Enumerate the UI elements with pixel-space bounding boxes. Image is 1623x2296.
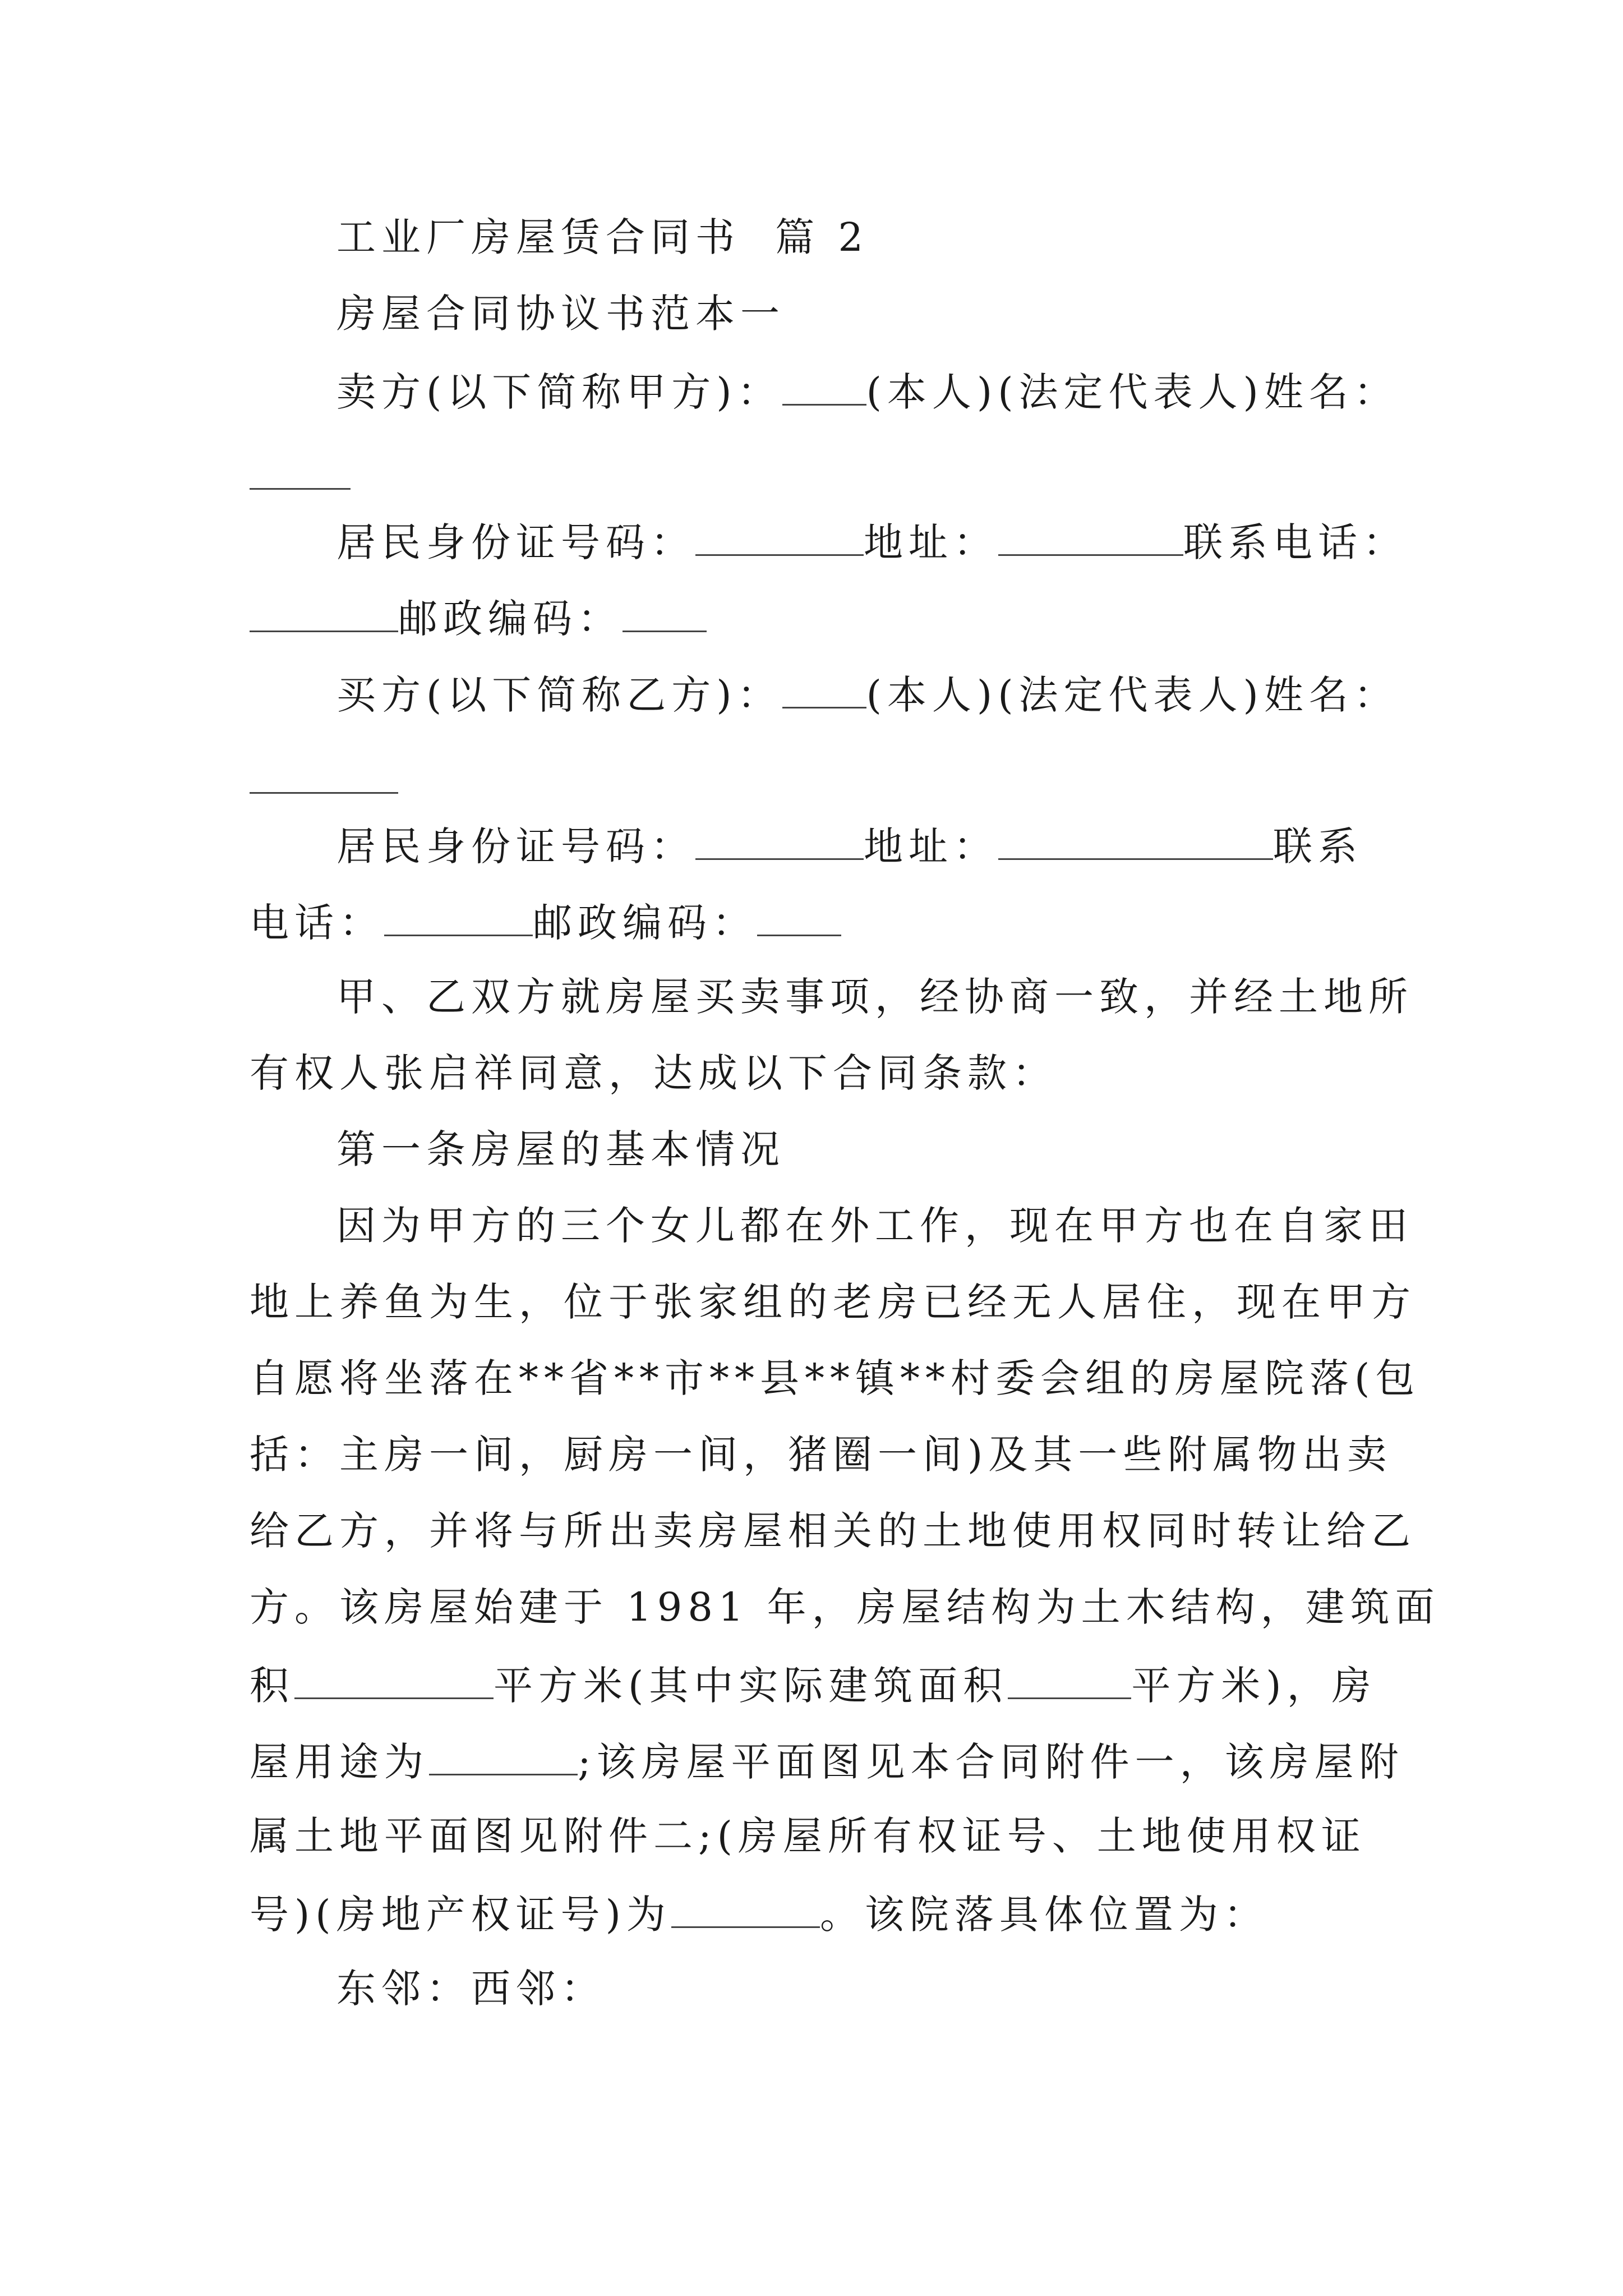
buyer-id-blank xyxy=(695,825,864,860)
article-1-line-4: 括：主房一间，厨房一间，猪圈一间)及其一些附属物出卖 xyxy=(250,1432,1393,1478)
area-label: 积 xyxy=(250,1663,294,1709)
buyer-phone-label-cont: 电话： xyxy=(250,900,384,946)
buyer-name-blank xyxy=(250,792,398,794)
article-1-line-5: 给乙方，并将与所出卖房屋相关的土地使用权同时转让给乙 xyxy=(250,1508,1416,1554)
area-blank xyxy=(294,1664,494,1699)
usage-blank xyxy=(429,1740,578,1775)
seller-name-blank xyxy=(250,488,351,490)
seller-phone-label: 联系电话： xyxy=(1183,519,1408,565)
seller-contact-line xyxy=(336,519,1408,565)
buyer-postcode-blank xyxy=(757,901,841,936)
article-1-line-9: 属土地平面图见附件二;(房屋所有权证号、土地使用权证 xyxy=(250,1813,1366,1859)
location-text: 。该院落具体位置为： xyxy=(819,1892,1269,1938)
usage-label: 屋用途为 xyxy=(250,1739,429,1785)
buyer-postcode-line xyxy=(250,900,841,946)
document-subtitle: 房屋合同协议书范本一 xyxy=(336,291,785,337)
buyer-party-label: 买方(以下简称乙方)： xyxy=(336,672,782,718)
buyer-phone-blank xyxy=(384,901,533,936)
buyer-line xyxy=(336,672,1399,718)
buyer-postcode-label: 邮政编码： xyxy=(533,900,757,946)
buyer-id-label: 居民身份证号码： xyxy=(336,823,695,869)
buyer-address-label: 地址： xyxy=(864,823,998,869)
article-1-title: 第一条房屋的基本情况 xyxy=(336,1126,785,1172)
certificate-label: 号)(房地产权证号)为 xyxy=(250,1892,671,1938)
seller-id-label: 居民身份证号码： xyxy=(336,519,695,565)
seller-address-blank xyxy=(998,521,1183,556)
seller-role-label: (本人)(法定代表人)姓名： xyxy=(866,369,1399,415)
seller-address-label: 地址： xyxy=(864,519,998,565)
neighbors-line: 东邻：西邻： xyxy=(336,1966,606,2012)
article-1-line-10 xyxy=(250,1892,1269,1938)
certificate-blank xyxy=(671,1893,820,1928)
seller-id-blank xyxy=(695,521,864,556)
area-unit-text: 平方米)，房 xyxy=(1131,1663,1377,1709)
seller-postcode-label: 邮政编码： xyxy=(398,596,623,642)
actual-area-blank xyxy=(1008,1664,1131,1699)
floorplan-text: ;该房屋平面图见本合同附件一，该房屋附 xyxy=(578,1739,1404,1785)
seller-blank xyxy=(782,370,866,406)
article-1-line-1: 因为甲方的三个女儿都在外工作，现在甲方也在自家田 xyxy=(336,1203,1413,1249)
document-heading xyxy=(336,214,869,260)
document-part: 篇 2 xyxy=(775,214,869,260)
document-title: 工业厂房屋赁合同书 xyxy=(336,214,740,260)
seller-line xyxy=(336,369,1399,415)
buyer-blank xyxy=(782,673,866,708)
article-1-line-7 xyxy=(250,1663,1377,1709)
intro-line-2: 有权人张启祥同意，达成以下合同条款： xyxy=(250,1050,1057,1096)
actual-area-label: 平方米(其中实际建筑面积 xyxy=(494,1663,1008,1709)
article-1-line-2: 地上养鱼为生，位于张家组的老房已经无人居住，现在甲方 xyxy=(250,1279,1416,1325)
article-1-line-8 xyxy=(250,1739,1404,1785)
seller-party-label: 卖方(以下简称甲方)： xyxy=(336,369,782,415)
seller-postcode-blank xyxy=(623,597,707,632)
article-1-line-3: 自愿将坐落在**省**市**县**镇**村委会组的房屋院落(包 xyxy=(250,1355,1421,1401)
article-1-line-6: 方。该房屋始建于 1981 年，房屋结构为土木结构，建筑面 xyxy=(250,1584,1440,1630)
buyer-phone-label: 联系 xyxy=(1273,823,1363,869)
buyer-role-label: (本人)(法定代表人)姓名： xyxy=(866,672,1399,718)
seller-phone-blank xyxy=(250,597,398,632)
buyer-contact-line xyxy=(336,823,1363,869)
seller-postcode-line xyxy=(250,596,707,642)
buyer-address-blank xyxy=(998,825,1273,860)
intro-line-1: 甲、乙双方就房屋买卖事项，经协商一致，并经土地所 xyxy=(336,974,1413,1020)
